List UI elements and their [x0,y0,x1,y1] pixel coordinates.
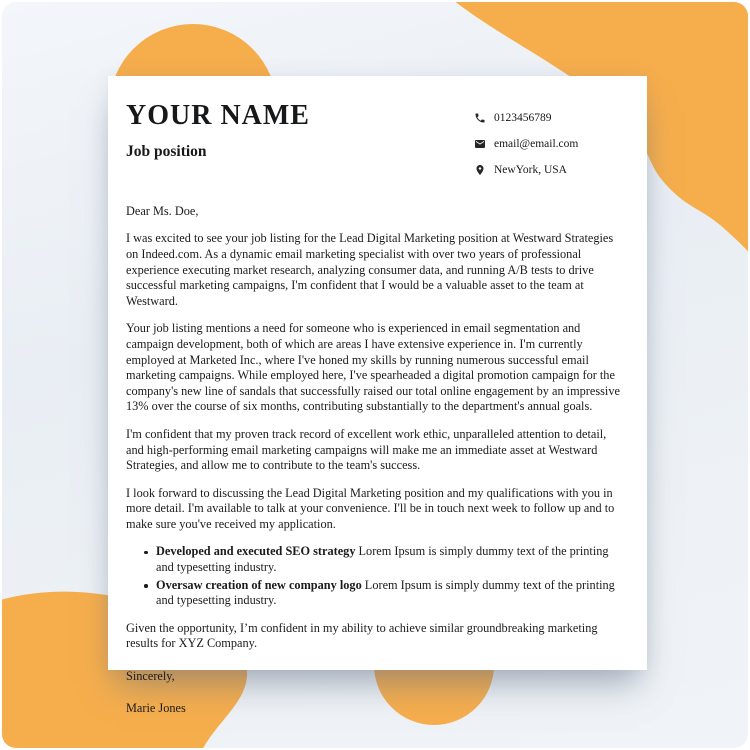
salutation: Dear Ms. Doe, [126,203,199,218]
contact-row-location [474,157,644,183]
bullet-lead: Oversaw creation of new company logo [156,577,362,592]
achievement-list [126,544,626,608]
person-name: YOUR NAME [126,100,310,131]
phone-value: 0123456789 [494,112,552,124]
bullet-lead: Developed and executed SEO strategy [156,544,356,559]
closing-paragraph: Given the opportunity, I’m confident in my ability to achieve similar groundbreaking marketing results for XYZ Company. [126,620,598,651]
paragraph-4: I look forward to discussing the Lead Digital Marketing position and my qualifications with you in more detail. I'm available to talk at your convenience. I'll be in touch next week to follow up and to make sure you've received my application. [126,485,615,531]
paragraph-1: I was excited to see your job listing for the Lead Digital Marketing position at Westward Strategies on Indeed.com. As a dynamic email marketing specialist with over two years of professional experience executing market research, analyzing consumer data, and running A/B tests to drive successful marketing campaigns, I'm confident that I would be a valuable asset to the team at Westward. [126,231,614,308]
email-icon [474,138,486,150]
bullet-text: Lorem Ipsum is simply dummy text of the printing and typesetting industry. [156,544,609,575]
contact-row-phone [474,105,644,131]
contact-row-email [474,131,644,157]
signature-name: Marie Jones [126,700,186,715]
job-position: Job position [126,143,207,161]
list-item [156,544,626,575]
paragraph-3: I'm confident that my proven track record of excellent work ethic, unparalleled attention to detail, and high-performing email marketing campaigns will make me an immediate asset at Westward Strategies, and allow me to contribute to the team's success. [126,426,607,473]
location-value: NewYork, USA [494,164,567,176]
letter-header [126,100,626,176]
contact-block [474,105,644,183]
location-icon [474,164,486,176]
paragraph-2: Your job listing mentions a need for someone who is experienced in email segmentation and campaign development, both of which are areas I have extensive experience in. I'm currently employed at Marketed Inc., where I've honed my skills by running numerous successful email marketing campaigns. While employed here, I've spearheaded a digital promotion campaign for the company's new line of sandals that successfully raised our total online engagement by an impressive 13% over the course of six months, contributing substantially to the department's annual goals. [126,321,620,414]
list-item [156,578,626,609]
email-value: email@email.com [494,138,579,150]
letter-body [126,204,626,716]
phone-icon [474,112,486,124]
bullet-text: Lorem Ipsum is simply dummy text of the printing and typesetting industry. [156,577,615,608]
cover-letter-page [108,76,647,715]
sign-off: Sincerely, [126,669,175,684]
